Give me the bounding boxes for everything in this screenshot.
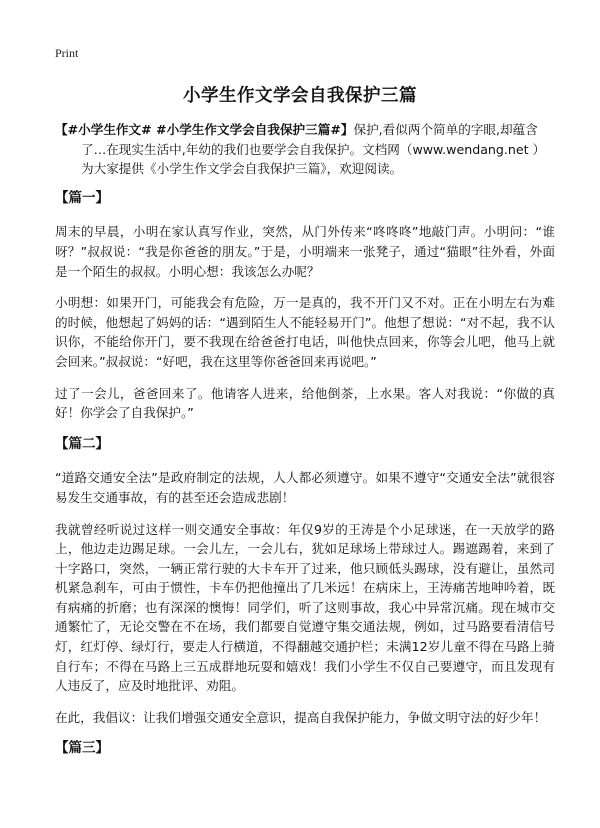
section-1: [55, 189, 555, 423]
intro-tag: 【#小学生作文# #小学生作文学会自我保护三篇#】: [55, 122, 354, 137]
intro-paragraph: [55, 120, 555, 179]
section-paragraph: 过了一会儿，爸爸回来了。他请客人进来，给他倒茶，上水果。客人对我说：“你做的真好！你学会了自我保护。”: [55, 385, 555, 421]
section-header: 【篇三】: [55, 740, 109, 757]
article-body: [55, 120, 555, 773]
section-paragraph: 我就曾经听说过这样一则交通安全事故：年仅9岁的王涛是个小足球迷，在一天放学的路上，他边走边踢足球。一会儿左，一会儿右，犹如足球场上带球过人。踢遮踢着，来到了十字路口，突然，一辆正常行驶的大卡车开了过来，他只顾低头踢球，没有避让，虽然司机紧急刹车，可由于惯性，卡车仍把他撞出了几米远！在病床上，王涛痛苦地呻吟着，既有病痛的折磨；也有深深的懊悔！同学们，听了这则事故，我心中异常沉痛。现在城市交通繁忙了，无论交警在不在场，我们都要自觉遵守集交通法规，例如，过马路要看清信号灯，红灯停、绿灯行，要走人行横道，不得翻越交通护栏；未满12岁儿童不得在马路上骑自行车；不得在马路上三五成群地玩耍和嬉戏！我们小学生不仅自己要遵守，而且发现有人违反了，应及时地批评、劝阻。: [55, 521, 555, 694]
section-3: [55, 739, 555, 759]
section-header: 【篇一】: [55, 189, 109, 206]
section-paragraph: 周末的早晨，小明在家认真写作业，突然，从门外传来“咚咚咚”地敲门声。小明问：“谁呀？”叔叔说：“我是你爸爸的朋友。”于是，小明端来一张凳子，通过“猫眼”往外看，外面是一个陌生的叔叔。小明心想：我该怎么办呢？: [55, 224, 555, 279]
intro-text: 保护,看似两个简单的字眼,却蕴含了…在现实生活中,年幼的我们也要学会自我保护。文档网（www.wendang.net ）为大家提供《小学生作文学会自我保护三篇》，欢迎阅读。: [81, 122, 546, 177]
page-title: 小学生作文学会自我保护三篇: [183, 86, 417, 106]
print-link[interactable]: Print: [55, 46, 79, 60]
section-paragraph: 在此，我倡议：让我们增强交通安全意识，提高自我保护能力，争做文明守法的好少年！: [55, 709, 547, 725]
section-paragraph: “道路交通安全法”是政府制定的法规，人人都必须遵守。如果不遵守“交通安全法”就很容易发生交通事故，有的甚至还会造成悲剧！: [55, 470, 555, 505]
section-header: 【篇二】: [55, 435, 109, 452]
section-paragraph: 小明想：如果开门，可能我会有危险，万一是真的，我不开门又不对。正在小明左右为难的时候，他想起了妈妈的话：“遇到陌生人不能轻易开门”。他想了想说：“对不起，我不认识你，不能给你开门，要不我现在给爸爸打电话，叫他快点回来，你等会儿吧，他马上就会回来。”叔叔说：“好吧，我在这里等你爸爸回来再说吧。”: [55, 295, 555, 369]
section-2: [55, 435, 555, 728]
